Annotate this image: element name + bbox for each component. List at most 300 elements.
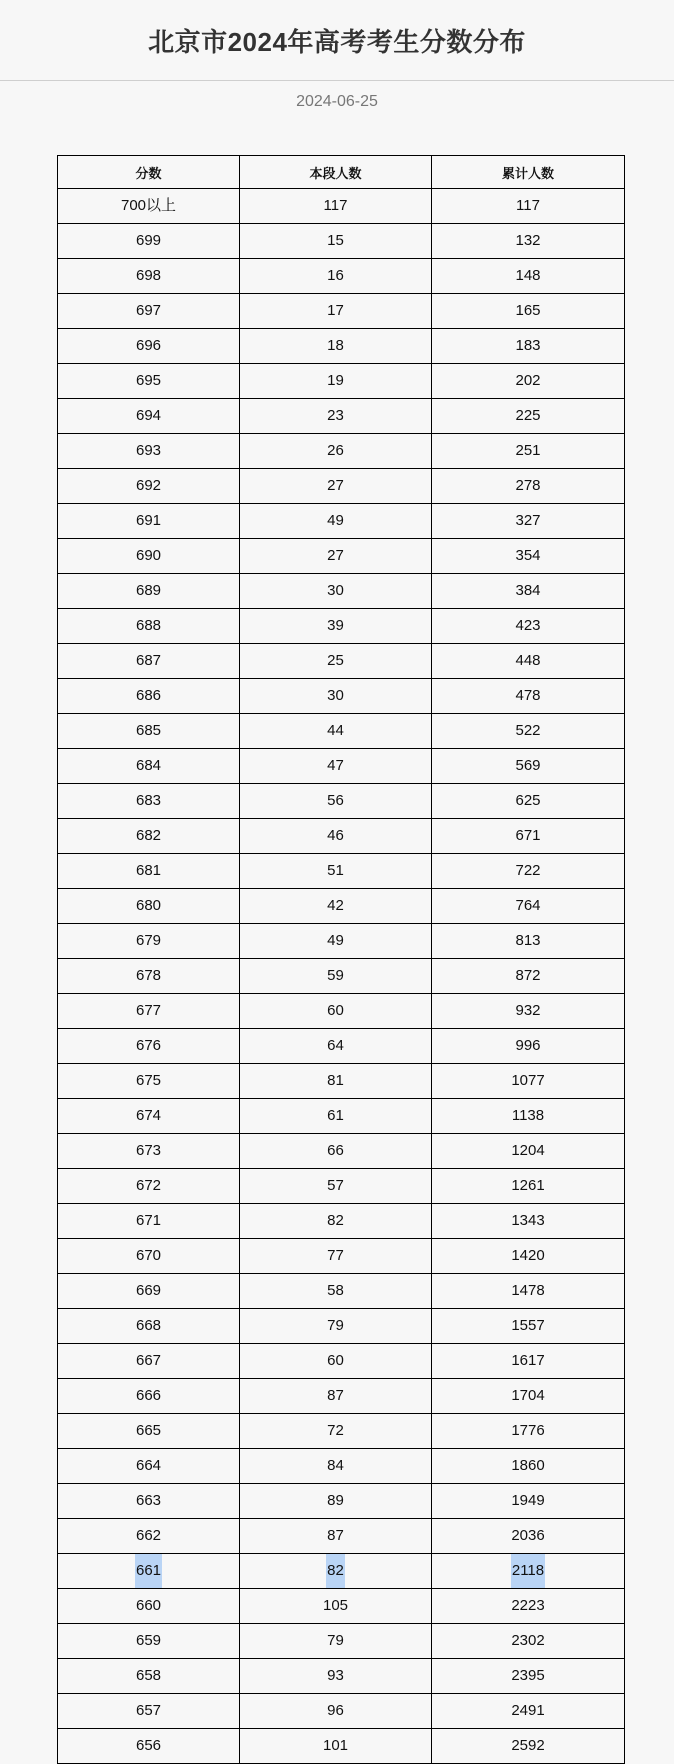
cell-cumulative-count — [432, 329, 625, 364]
cell-cumulative-count — [432, 1309, 625, 1344]
cell-segment-count — [240, 1694, 432, 1729]
table-row — [58, 1239, 625, 1274]
cell-score-text: 677 — [135, 1002, 162, 1019]
table-row — [58, 224, 625, 259]
table-row — [58, 539, 625, 574]
cell-score-text: 660 — [135, 1597, 162, 1614]
cell-segment-count-text: 117 — [323, 197, 348, 214]
cell-segment-count — [240, 749, 432, 784]
cell-score-text: 663 — [135, 1492, 162, 1509]
cell-cumulative-count-text: 1420 — [511, 1247, 545, 1264]
table-row — [58, 259, 625, 294]
cell-score — [58, 1694, 240, 1729]
table-row — [58, 1344, 625, 1379]
page-title: 北京市2024年高考考生分数分布 — [148, 26, 526, 57]
cell-score-text: 669 — [135, 1282, 162, 1299]
cell-cumulative-count — [432, 539, 625, 574]
cell-score — [58, 1624, 240, 1659]
cell-score-text: 681 — [135, 862, 162, 879]
cell-segment-count — [240, 1379, 432, 1414]
cell-cumulative-count-text: 1557 — [511, 1317, 545, 1334]
cell-score — [58, 329, 240, 364]
cell-segment-count-text: 47 — [327, 757, 344, 774]
table-row — [58, 1134, 625, 1169]
cell-score — [58, 959, 240, 994]
cell-score — [58, 889, 240, 924]
cell-cumulative-count — [432, 189, 625, 224]
cell-cumulative-count-text: 2395 — [511, 1667, 545, 1684]
cell-score — [58, 609, 240, 644]
cell-score-text: 690 — [135, 547, 162, 564]
cell-segment-count-text: 49 — [327, 932, 344, 949]
cell-segment-count — [240, 1134, 432, 1169]
cell-score-text: 665 — [135, 1422, 162, 1439]
cell-score — [58, 399, 240, 434]
cell-cumulative-count-text: 764 — [515, 897, 541, 914]
cell-cumulative-count — [432, 1484, 625, 1519]
cell-segment-count-text: 79 — [327, 1632, 344, 1649]
cell-score — [58, 1379, 240, 1414]
cell-segment-count — [240, 1169, 432, 1204]
cell-segment-count — [240, 1414, 432, 1449]
cell-cumulative-count — [432, 1274, 625, 1309]
cell-score — [58, 224, 240, 259]
cell-score — [58, 259, 240, 294]
cell-cumulative-count-text: 1261 — [511, 1177, 545, 1194]
cell-cumulative-count — [432, 434, 625, 469]
cell-cumulative-count-text: 478 — [515, 687, 541, 704]
table-row — [58, 1449, 625, 1484]
cell-segment-count — [240, 1519, 432, 1554]
cell-segment-count — [240, 1589, 432, 1624]
table-row — [58, 1729, 625, 1764]
cell-cumulative-count-text: 1860 — [511, 1457, 545, 1474]
cell-score — [58, 1449, 240, 1484]
cell-cumulative-count — [432, 959, 625, 994]
cell-cumulative-count-text: 722 — [515, 862, 541, 879]
cell-segment-count-text: 46 — [327, 827, 344, 844]
cell-cumulative-count-text: 522 — [515, 722, 541, 739]
cell-cumulative-count-text: 2118 — [511, 1554, 545, 1588]
cell-cumulative-count — [432, 1029, 625, 1064]
cell-score-text: 692 — [135, 477, 162, 494]
cell-cumulative-count-text: 1949 — [511, 1492, 545, 1509]
cell-segment-count — [240, 889, 432, 924]
cell-segment-count-text: 61 — [327, 1107, 344, 1124]
cell-cumulative-count — [432, 469, 625, 504]
cell-cumulative-count — [432, 574, 625, 609]
cell-segment-count — [240, 644, 432, 679]
cell-segment-count-text: 39 — [327, 617, 344, 634]
header-cumulative-count: 累计人数 — [432, 156, 625, 189]
table-row — [58, 959, 625, 994]
cell-score — [58, 1589, 240, 1624]
cell-cumulative-count-text: 1704 — [511, 1387, 545, 1404]
cell-segment-count-text: 27 — [327, 547, 344, 564]
cell-score-text: 662 — [135, 1527, 162, 1544]
cell-score — [58, 434, 240, 469]
cell-cumulative-count-text: 202 — [515, 372, 541, 389]
table-row — [58, 1274, 625, 1309]
cell-cumulative-count — [432, 364, 625, 399]
cell-segment-count — [240, 1624, 432, 1659]
table-row — [58, 714, 625, 749]
cell-score-text: 685 — [135, 722, 162, 739]
cell-cumulative-count — [432, 1169, 625, 1204]
page-header — [0, 0, 674, 81]
table-row — [58, 504, 625, 539]
cell-segment-count-text: 60 — [327, 1002, 344, 1019]
cell-segment-count — [240, 1274, 432, 1309]
cell-segment-count — [240, 959, 432, 994]
table-row — [58, 1519, 625, 1554]
cell-cumulative-count — [432, 889, 625, 924]
cell-score — [58, 1344, 240, 1379]
cell-cumulative-count-text: 671 — [515, 827, 541, 844]
cell-score — [58, 1554, 240, 1589]
cell-score-text: 679 — [135, 932, 162, 949]
cell-cumulative-count-text: 165 — [515, 302, 541, 319]
cell-score-text: 698 — [135, 267, 162, 284]
cell-cumulative-count — [432, 1729, 625, 1764]
cell-score-text: 672 — [135, 1177, 162, 1194]
table-row — [58, 924, 625, 959]
cell-cumulative-count — [432, 1239, 625, 1274]
cell-score-text: 693 — [135, 442, 162, 459]
cell-segment-count — [240, 1449, 432, 1484]
cell-cumulative-count — [432, 1379, 625, 1414]
cell-segment-count-text: 57 — [327, 1177, 344, 1194]
cell-segment-count-text: 18 — [327, 337, 344, 354]
cell-score — [58, 994, 240, 1029]
cell-score-text: 695 — [135, 372, 162, 389]
cell-segment-count-text: 26 — [327, 442, 344, 459]
cell-segment-count — [240, 364, 432, 399]
cell-cumulative-count — [432, 1589, 625, 1624]
table-header-row — [58, 156, 625, 189]
cell-cumulative-count-text: 354 — [515, 547, 541, 564]
table-row — [58, 679, 625, 714]
cell-segment-count-text: 72 — [327, 1422, 344, 1439]
cell-score-text: 661 — [135, 1554, 162, 1588]
cell-score — [58, 644, 240, 679]
cell-cumulative-count — [432, 1064, 625, 1099]
cell-score — [58, 1309, 240, 1344]
cell-cumulative-count-text: 117 — [516, 197, 540, 214]
table-row — [58, 364, 625, 399]
table-row — [58, 294, 625, 329]
cell-score-text: 658 — [135, 1667, 162, 1684]
cell-score-text: 673 — [135, 1142, 162, 1159]
cell-score-text: 696 — [135, 337, 162, 354]
cell-segment-count-text: 82 — [326, 1554, 345, 1588]
cell-cumulative-count — [432, 1099, 625, 1134]
cell-cumulative-count-text: 225 — [515, 407, 541, 424]
cell-score — [58, 784, 240, 819]
cell-segment-count-text: 49 — [327, 512, 344, 529]
cell-segment-count — [240, 504, 432, 539]
cell-score — [58, 1414, 240, 1449]
cell-segment-count — [240, 259, 432, 294]
cell-cumulative-count — [432, 819, 625, 854]
cell-cumulative-count-text: 2036 — [511, 1527, 545, 1544]
cell-score-text: 700以上 — [120, 197, 177, 214]
score-distribution-table — [57, 155, 625, 1764]
cell-score-text: 682 — [135, 827, 162, 844]
cell-segment-count-text: 93 — [327, 1667, 344, 1684]
cell-segment-count — [240, 294, 432, 329]
table-body — [58, 189, 625, 1764]
cell-cumulative-count — [432, 749, 625, 784]
cell-segment-count-text: 23 — [327, 407, 344, 424]
cell-segment-count — [240, 1204, 432, 1239]
cell-cumulative-count — [432, 1204, 625, 1239]
cell-segment-count-text: 58 — [327, 1282, 344, 1299]
cell-score — [58, 1519, 240, 1554]
cell-score — [58, 1659, 240, 1694]
cell-score-text: 694 — [135, 407, 162, 424]
cell-segment-count — [240, 1659, 432, 1694]
cell-segment-count-text: 87 — [327, 1527, 344, 1544]
cell-cumulative-count — [432, 644, 625, 679]
cell-segment-count-text: 96 — [327, 1702, 344, 1719]
cell-segment-count — [240, 399, 432, 434]
cell-cumulative-count — [432, 259, 625, 294]
cell-score-text: 668 — [135, 1317, 162, 1334]
cell-score — [58, 749, 240, 784]
table-row — [58, 434, 625, 469]
cell-score — [58, 1274, 240, 1309]
table-row — [58, 189, 625, 224]
cell-score-text: 680 — [135, 897, 162, 914]
cell-segment-count-text: 19 — [327, 372, 344, 389]
cell-segment-count — [240, 469, 432, 504]
cell-cumulative-count-text: 148 — [515, 267, 541, 284]
cell-cumulative-count-text: 2491 — [511, 1702, 545, 1719]
table-row — [58, 1484, 625, 1519]
cell-segment-count — [240, 854, 432, 889]
cell-segment-count-text: 89 — [327, 1492, 344, 1509]
cell-cumulative-count-text: 569 — [515, 757, 541, 774]
cell-segment-count — [240, 1239, 432, 1274]
cell-cumulative-count-text: 2592 — [511, 1737, 545, 1754]
header-score: 分数 — [58, 156, 240, 189]
cell-score — [58, 189, 240, 224]
cell-score-text: 689 — [135, 582, 162, 599]
cell-segment-count-text: 77 — [327, 1247, 344, 1264]
cell-score — [58, 714, 240, 749]
cell-cumulative-count — [432, 1344, 625, 1379]
table-row — [58, 1414, 625, 1449]
cell-score-text: 659 — [135, 1632, 162, 1649]
cell-segment-count-text: 17 — [327, 302, 344, 319]
cell-score-text: 667 — [135, 1352, 162, 1369]
cell-segment-count-text: 56 — [327, 792, 344, 809]
cell-score-text: 687 — [135, 652, 162, 669]
cell-cumulative-count — [432, 504, 625, 539]
cell-score — [58, 364, 240, 399]
cell-cumulative-count — [432, 609, 625, 644]
cell-cumulative-count — [432, 1519, 625, 1554]
cell-cumulative-count-text: 251 — [515, 442, 541, 459]
cell-segment-count-text: 27 — [327, 477, 344, 494]
cell-cumulative-count-text: 625 — [515, 792, 541, 809]
header-segment-count: 本段人数 — [240, 156, 432, 189]
cell-score — [58, 1169, 240, 1204]
table-row — [58, 1204, 625, 1239]
cell-segment-count-text: 101 — [322, 1737, 349, 1754]
table-row — [58, 889, 625, 924]
cell-score-text: 686 — [135, 687, 162, 704]
cell-cumulative-count — [432, 679, 625, 714]
table-row — [58, 1309, 625, 1344]
cell-score-text: 675 — [135, 1072, 162, 1089]
cell-segment-count — [240, 1309, 432, 1344]
cell-cumulative-count-text: 327 — [515, 512, 541, 529]
cell-cumulative-count — [432, 924, 625, 959]
cell-cumulative-count-text: 1478 — [511, 1282, 545, 1299]
cell-score — [58, 1134, 240, 1169]
cell-segment-count — [240, 1729, 432, 1764]
cell-cumulative-count-text: 1776 — [511, 1422, 545, 1439]
cell-cumulative-count-text: 1204 — [511, 1142, 545, 1159]
table-row — [58, 1064, 625, 1099]
cell-segment-count-text: 16 — [327, 267, 344, 284]
cell-cumulative-count — [432, 854, 625, 889]
cell-segment-count — [240, 1029, 432, 1064]
table-row — [58, 644, 625, 679]
cell-cumulative-count-text: 2302 — [511, 1632, 545, 1649]
cell-segment-count-text: 25 — [327, 652, 344, 669]
cell-score-text: 671 — [135, 1212, 162, 1229]
table-row — [58, 574, 625, 609]
cell-segment-count — [240, 1344, 432, 1379]
cell-cumulative-count-text: 132 — [515, 232, 541, 249]
cell-cumulative-count-text: 1138 — [511, 1107, 545, 1124]
cell-segment-count — [240, 434, 432, 469]
table-row — [58, 469, 625, 504]
cell-segment-count-text: 59 — [327, 967, 344, 984]
cell-cumulative-count-text: 932 — [515, 1002, 541, 1019]
cell-cumulative-count — [432, 399, 625, 434]
cell-score-text: 678 — [135, 967, 162, 984]
table-row — [58, 1659, 625, 1694]
table-row — [58, 609, 625, 644]
cell-cumulative-count-text: 996 — [515, 1037, 541, 1054]
cell-segment-count-text: 82 — [327, 1212, 344, 1229]
cell-cumulative-count — [432, 714, 625, 749]
cell-cumulative-count — [432, 1694, 625, 1729]
cell-segment-count-text: 66 — [327, 1142, 344, 1159]
cell-score-text: 684 — [135, 757, 162, 774]
table-row — [58, 1029, 625, 1064]
cell-cumulative-count-text: 278 — [515, 477, 541, 494]
table-row — [58, 749, 625, 784]
cell-cumulative-count-text: 448 — [515, 652, 541, 669]
cell-score — [58, 1729, 240, 1764]
cell-cumulative-count — [432, 224, 625, 259]
table-row — [58, 819, 625, 854]
table-row — [58, 854, 625, 889]
cell-cumulative-count-text: 813 — [515, 932, 541, 949]
cell-cumulative-count-text: 384 — [515, 582, 541, 599]
cell-segment-count — [240, 924, 432, 959]
cell-score-text: 670 — [135, 1247, 162, 1264]
cell-score-text: 699 — [135, 232, 162, 249]
cell-score — [58, 294, 240, 329]
cell-score — [58, 1064, 240, 1099]
cell-cumulative-count — [432, 1414, 625, 1449]
cell-segment-count — [240, 224, 432, 259]
table-row — [58, 1554, 625, 1589]
cell-score — [58, 1099, 240, 1134]
cell-score — [58, 924, 240, 959]
cell-score — [58, 539, 240, 574]
cell-segment-count — [240, 189, 432, 224]
cell-segment-count — [240, 819, 432, 854]
cell-segment-count — [240, 679, 432, 714]
cell-score — [58, 1484, 240, 1519]
cell-segment-count — [240, 574, 432, 609]
cell-segment-count-text: 51 — [327, 862, 344, 879]
cell-cumulative-count — [432, 1554, 625, 1589]
cell-score-text: 691 — [135, 512, 162, 529]
table-row — [58, 784, 625, 819]
cell-segment-count-text: 105 — [322, 1597, 349, 1614]
cell-cumulative-count — [432, 1659, 625, 1694]
cell-score-text: 656 — [135, 1737, 162, 1754]
cell-cumulative-count-text: 1343 — [511, 1212, 545, 1229]
cell-segment-count — [240, 539, 432, 574]
cell-cumulative-count — [432, 294, 625, 329]
cell-score-text: 697 — [135, 302, 162, 319]
table-row — [58, 1169, 625, 1204]
cell-segment-count-text: 81 — [327, 1072, 344, 1089]
table-row — [58, 1694, 625, 1729]
cell-segment-count — [240, 329, 432, 364]
cell-segment-count-text: 87 — [327, 1387, 344, 1404]
cell-score-text: 683 — [135, 792, 162, 809]
cell-segment-count — [240, 784, 432, 819]
cell-segment-count-text: 42 — [327, 897, 344, 914]
cell-cumulative-count — [432, 1624, 625, 1659]
cell-segment-count-text: 30 — [327, 687, 344, 704]
cell-cumulative-count — [432, 1134, 625, 1169]
cell-score — [58, 574, 240, 609]
cell-score-text: 688 — [135, 617, 162, 634]
table-row — [58, 399, 625, 434]
cell-score-text: 657 — [135, 1702, 162, 1719]
table-row — [58, 1589, 625, 1624]
cell-segment-count — [240, 714, 432, 749]
cell-segment-count — [240, 994, 432, 1029]
cell-cumulative-count-text: 2223 — [511, 1597, 545, 1614]
publish-date: 2024-06-25 — [296, 93, 378, 110]
table-row — [58, 994, 625, 1029]
cell-score — [58, 1204, 240, 1239]
cell-score — [58, 819, 240, 854]
cell-segment-count — [240, 1099, 432, 1134]
cell-score — [58, 1029, 240, 1064]
cell-cumulative-count — [432, 784, 625, 819]
cell-score-text: 664 — [135, 1457, 162, 1474]
cell-segment-count — [240, 1554, 432, 1589]
cell-cumulative-count-text: 183 — [515, 337, 541, 354]
cell-score — [58, 854, 240, 889]
cell-score — [58, 679, 240, 714]
cell-score-text: 676 — [135, 1037, 162, 1054]
cell-cumulative-count — [432, 994, 625, 1029]
